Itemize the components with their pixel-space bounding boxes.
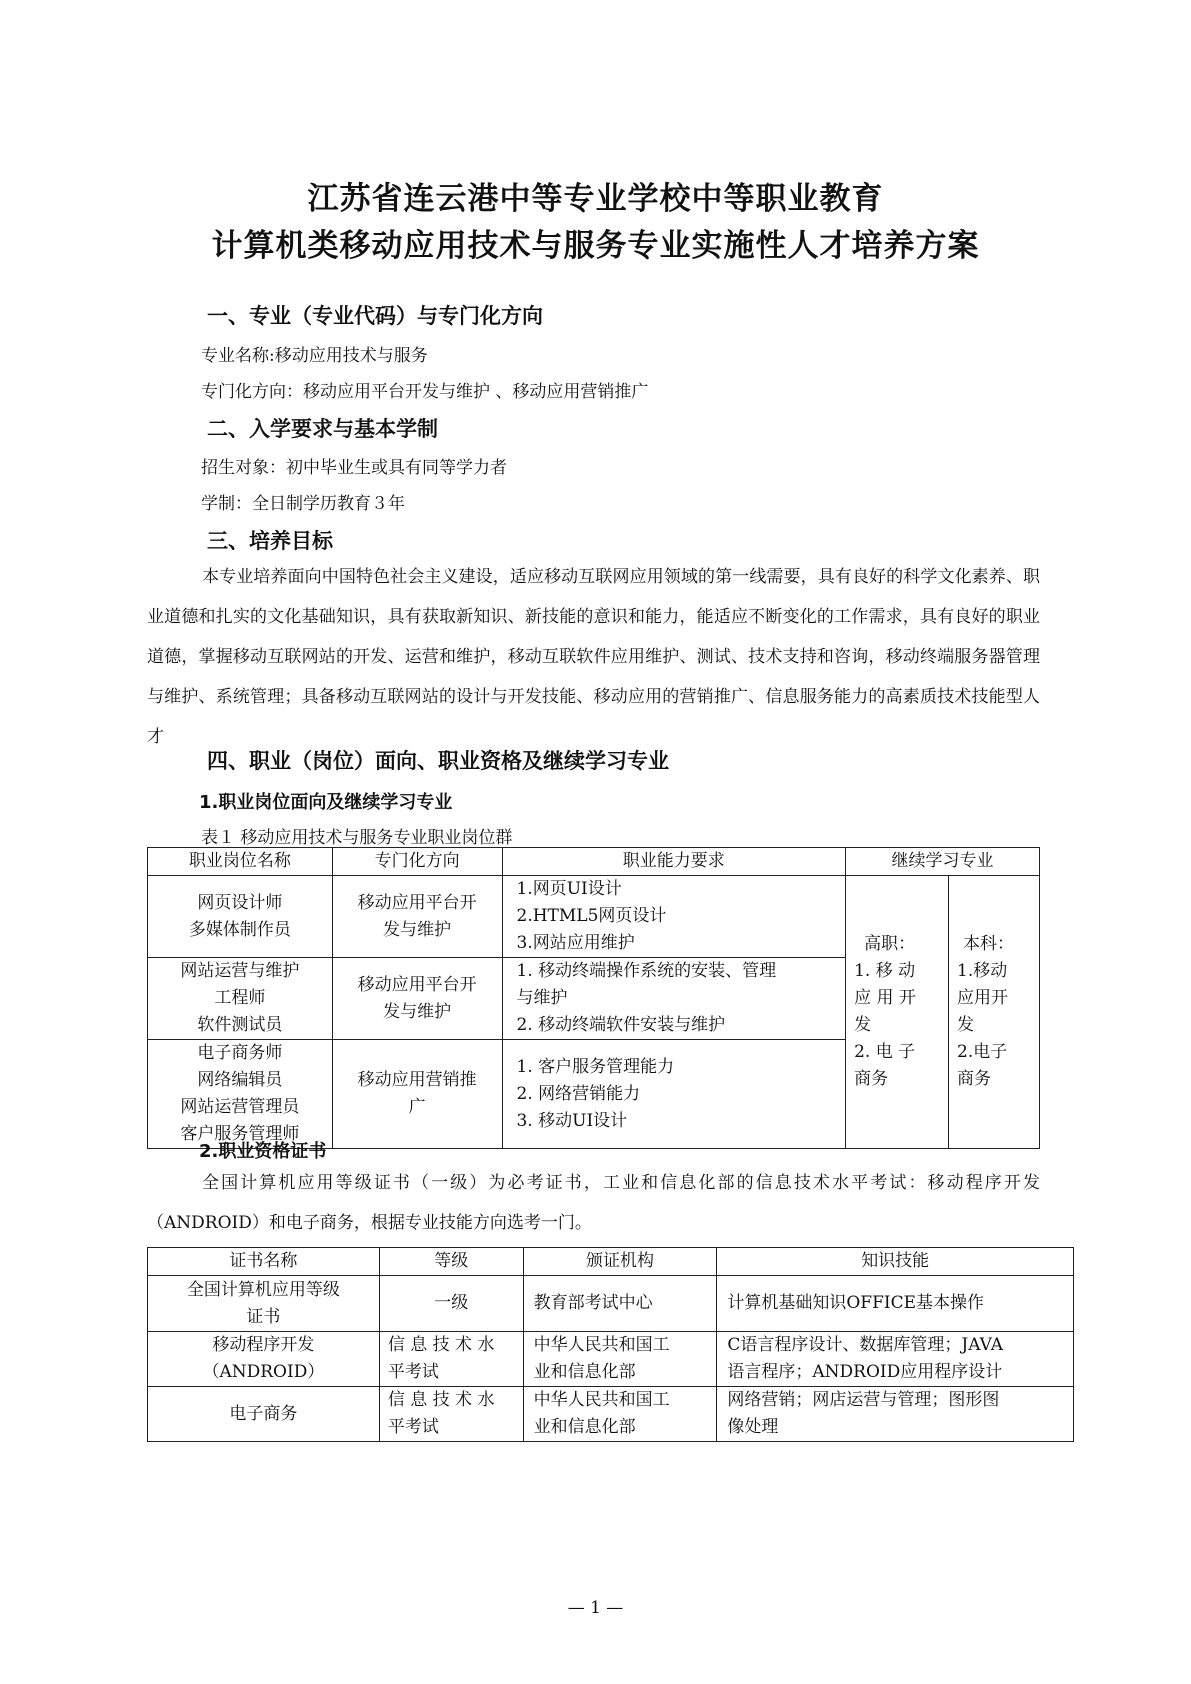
issuer-cell: 中华人民共和国工 业和信息化部 [523, 1332, 717, 1387]
job-position-table [147, 847, 1040, 1149]
table-row [148, 1332, 1074, 1387]
title-line-2: 计算机类移动应用技术与服务专业实施性人才培养方案 [211, 228, 980, 264]
training-objective-paragraph: 本专业培养面向中国特色社会主义建设，适应移动互联网应用领域的第一线需要，具有良好的科学文化素养、职业道德和扎实的文化基础知识，具有获取新知识、新技能的意识和能力，能适应不断变化的工作需求，具有良好的职业道德，掌握移动互联网站的开发、运营和维护，移动互联软件应用维护、测试、技术支持和咨询，移动终端服务器管理与维护、系统管理；具备移动互联网站的设计与开发技能、移动应用的营销推广、信息服务能力的高素质技术技能型人才 [147, 567, 1040, 747]
table-header-cell: 颁证机构 [523, 1248, 717, 1276]
specialization-direction: 专门化方向：移动应用平台开发与维护 、移动应用营销推广 [201, 382, 649, 402]
skills-cell: 计算机基础知识OFFICE基本操作 [717, 1276, 1074, 1332]
post-names-cell: 电子商务师 网络编辑员 网站运营管理员 客户服务管理师 [148, 1040, 333, 1149]
certificate-name-cell: 全国计算机应用等级 证书 [148, 1276, 380, 1332]
issuer-cell: 中华人民共和国工 业和信息化部 [523, 1387, 717, 1442]
table1-caption: 表１ 移动应用技术与服务专业职业岗位群 [201, 828, 513, 848]
skills-cell: 网络营销；网店运营与管理；图形图 像处理 [717, 1387, 1074, 1442]
level-cell: 一级 [379, 1276, 523, 1332]
abilities-cell: 1.网页UI设计 2.HTML5网页设计 3.网站应用维护 [502, 876, 846, 958]
certificate-name-cell: 电子商务 [148, 1387, 380, 1442]
table-header-cell: 证书名称 [148, 1248, 380, 1276]
direction-cell: 移动应用营销推 广 [332, 1040, 502, 1149]
section3-heading: 三、培养目标 [207, 529, 333, 553]
direction-cell: 移动应用平台开 发与维护 [332, 958, 502, 1040]
level-cell: 信 息 技 术 水 平考试 [379, 1332, 523, 1387]
page-number: — 1 — [567, 1598, 624, 1618]
issuer-cell: 教育部考试中心 [523, 1276, 717, 1332]
table-header-cell: 等级 [379, 1248, 523, 1276]
table-row [148, 1387, 1074, 1442]
table-row [148, 1276, 1074, 1332]
higher-vocational-cell: 高职： 1. 移 动 应 用 开 发 2. 电 子 商务 [846, 876, 949, 1149]
title-line-1: 江苏省连云港中等专业学校中等职业教育 [307, 181, 884, 217]
table-header-cell: 职业岗位名称 [148, 848, 333, 876]
section2-heading: 二、入学要求与基本学制 [207, 417, 438, 441]
enrollment-target: 招生对象：初中毕业生或具有同等学力者 [201, 458, 507, 478]
table-row [148, 876, 1040, 958]
certificate-table [147, 1247, 1074, 1442]
post-names-cell: 网站运营与维护 工程师 软件测试员 [148, 958, 333, 1040]
table-header-cell: 知识技能 [717, 1248, 1074, 1276]
abilities-cell: 1. 客户服务管理能力 2. 网络营销能力 3. 移动UI设计 [502, 1040, 846, 1149]
direction-cell: 移动应用平台开 发与维护 [332, 876, 502, 958]
subsection-job-positions: 1.职业岗位面向及继续学习专业 [199, 792, 453, 813]
post-names-cell: 网页设计师 多媒体制作员 [148, 876, 333, 958]
section1-heading: 一、专业（专业代码）与专门化方向 [207, 304, 543, 328]
table-header-cell: 继续学习专业 [846, 848, 1040, 876]
section4-heading: 四、职业（岗位）面向、职业资格及继续学习专业 [207, 749, 669, 773]
major-name: 专业名称:移动应用技术与服务 [201, 346, 428, 366]
certificate-paragraph: 全国计算机应用等级证书（一级）为必考证书，工业和信息化部的信息技术水平考试：移动程序开发（ANDROID）和电子商务，根据专业技能方向选考一门。 [147, 1173, 1040, 1233]
abilities-cell: 1. 移动终端操作系统的安装、管理 与维护 2. 移动终端软件安装与维护 [502, 958, 846, 1040]
study-duration: 学制：全日制学历教育３年 [201, 494, 405, 514]
undergraduate-cell: 本科： 1.移动 应用开 发 2.电子 商务 [949, 876, 1040, 1149]
table-header-cell: 职业能力要求 [502, 848, 846, 876]
skills-cell: C语言程序设计、数据库管理；JAVA 语言程序；ANDROID应用程序设计 [717, 1332, 1074, 1387]
subsection-certificates: 2.职业资格证书 [199, 1141, 327, 1162]
level-cell: 信 息 技 术 水 平考试 [379, 1387, 523, 1442]
certificate-name-cell: 移动程序开发 （ANDROID） [148, 1332, 380, 1387]
table-header-row [148, 848, 1040, 876]
table-header-row [148, 1248, 1074, 1276]
table-header-cell: 专门化方向 [332, 848, 502, 876]
